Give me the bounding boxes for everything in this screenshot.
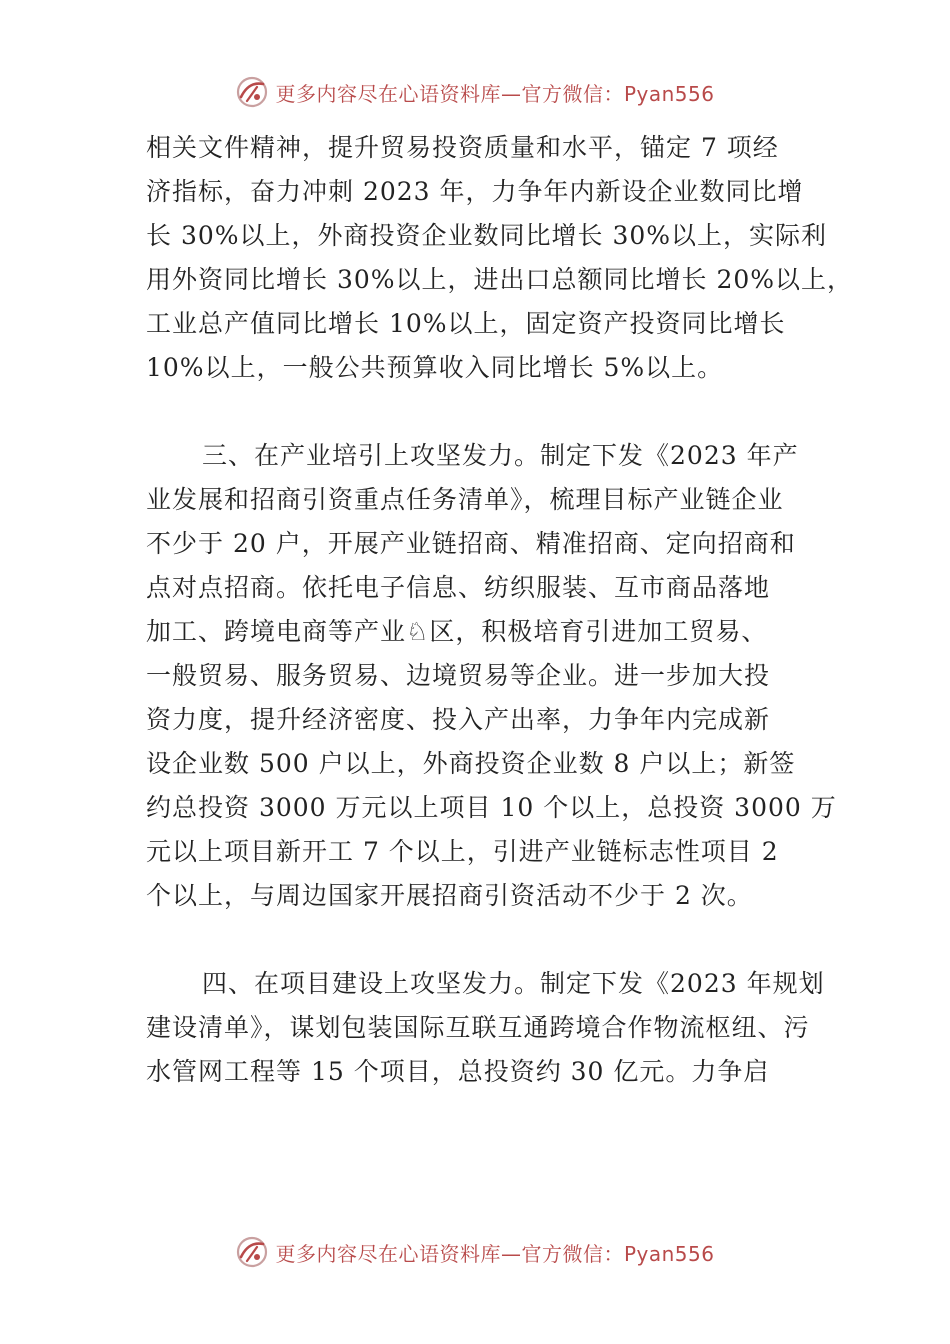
text-line: 不少于 20 户，开展产业链招商、精准招商、定向招商和 xyxy=(146,529,796,558)
text-line: 资力度，提升经济密度、投入产出率，力争年内完成新 xyxy=(146,705,771,734)
paragraph-2 xyxy=(146,434,837,918)
text-line: 设企业数 500 户以上，外商投资企业数 8 户以上；新签 xyxy=(146,749,796,778)
paragraph-3 xyxy=(146,962,834,1094)
paragraph-gap xyxy=(146,918,834,962)
text-line: 约总投资 3000 万元以上项目 10 个以上，总投资 3000 万 xyxy=(146,793,837,822)
document-body xyxy=(146,126,854,1094)
watermark-text: 更多内容尽在心语资料库—官方微信：Pyan556 xyxy=(275,1241,715,1266)
text-line: 个以上，与周边国家开展招商引资活动不少于 2 次。 xyxy=(146,881,753,910)
text-line: 四、在项目建设上攻坚发力。制定下发《2023 年规划 xyxy=(202,969,825,998)
text-line: 用外资同比增长 30%以上，进出口总额同比增长 20%以上， xyxy=(146,265,854,294)
text-line: 10%以上，一般公共预算收入同比增长 5%以上。 xyxy=(146,353,724,382)
text-line: 长 30%以上，外商投资企业数同比增长 30%以上，实际利 xyxy=(146,221,828,250)
text-line: 工业总产值同比增长 10%以上，固定资产投资同比增长 xyxy=(146,309,786,338)
logo-icon xyxy=(235,1235,269,1269)
text-line: 相关文件精神，提升贸易投资质量和水平，锚定 7 项经 xyxy=(146,133,779,162)
paragraph-1 xyxy=(146,126,854,390)
text-line: 业发展和招商引资重点任务清单》，梳理目标产业链企业 xyxy=(146,485,784,514)
text-line: 加工、跨境电商等产业♘区，积极培育引进加工贸易、 xyxy=(146,617,768,646)
text-line: 三、在产业培引上攻坚发力。制定下发《2023 年产 xyxy=(202,441,799,470)
watermark-footer xyxy=(0,1232,950,1272)
text-line: 一般贸易、服务贸易、边境贸易等企业。进一步加大投 xyxy=(146,661,771,690)
text-line: 建设清单》，谋划包装国际互联互通跨境合作物流枢纽、污 xyxy=(146,1013,810,1042)
watermark-text: 更多内容尽在心语资料库—官方微信：Pyan556 xyxy=(275,81,715,106)
text-line: 元以上项目新开工 7 个以上，引进产业链标志性项目 2 xyxy=(146,837,779,866)
watermark-header xyxy=(0,72,950,112)
paragraph-gap xyxy=(146,390,834,434)
logo-icon xyxy=(235,75,269,109)
text-line: 济指标，奋力冲刺 2023 年，力争年内新设企业数同比增 xyxy=(146,177,804,206)
text-line: 水管网工程等 15 个项目，总投资约 30 亿元。力争启 xyxy=(146,1057,770,1086)
text-line: 点对点招商。依托电子信息、纺织服装、互市商品落地 xyxy=(146,573,771,602)
